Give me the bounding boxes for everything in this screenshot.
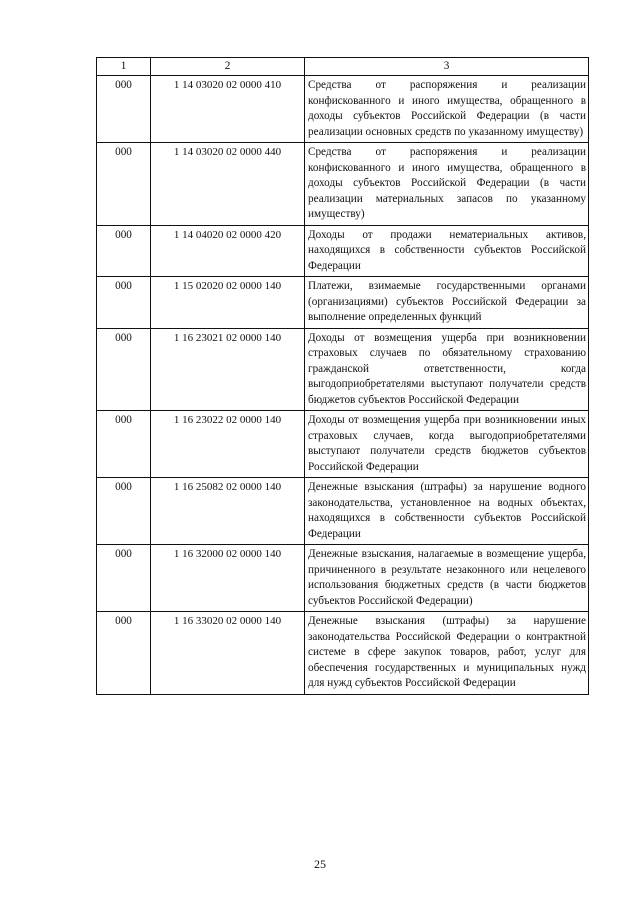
budget-classification-code-cell: 1 14 03020 02 0000 440 bbox=[151, 143, 305, 226]
budget-classification-code-cell: 1 14 03020 02 0000 410 bbox=[151, 76, 305, 143]
budget-classification-code-cell: 1 15 02020 02 0000 140 bbox=[151, 277, 305, 329]
column-header-2: 2 bbox=[151, 58, 305, 76]
table-row bbox=[97, 225, 589, 277]
budget-classification-code-cell: 1 16 32000 02 0000 140 bbox=[151, 545, 305, 612]
table-row bbox=[97, 277, 589, 329]
table-row bbox=[97, 143, 589, 226]
column-header-3: 3 bbox=[305, 58, 589, 76]
budget-classification-code-cell: 1 14 04020 02 0000 420 bbox=[151, 225, 305, 277]
revenue-description-cell: Денежные взыскания, налагаемые в возмещение ущерба, причиненного в результате незаконного или нецелевого использования бюджетных средств (в части бюджетов субъектов Российской Федерации) bbox=[305, 545, 589, 612]
table-row bbox=[97, 612, 589, 695]
revenue-description-cell: Доходы от возмещения ущерба при возникновении страховых случаев по обязательному страхованию гражданской ответственности, когда выгодоприобретателями выступают получатели средств бюджетов субъектов Российской Федерации bbox=[305, 328, 589, 411]
column-header-1: 1 bbox=[97, 58, 151, 76]
revenue-description-cell: Доходы от возмещения ущерба при возникновении иных страховых случаев, когда выгодоприобретателями выступают получатели средств бюджетов субъектов Российской Федерации bbox=[305, 411, 589, 478]
admin-code-cell: 000 bbox=[97, 545, 151, 612]
revenue-description-cell: Доходы от продажи нематериальных активов, находящихся в собственности субъектов Российской Федерации bbox=[305, 225, 589, 277]
budget-classification-code-cell: 1 16 25082 02 0000 140 bbox=[151, 478, 305, 545]
revenue-description-cell: Денежные взыскания (штрафы) за нарушение законодательства Российской Федерации о контрактной системе в сфере закупок товаров, работ, услуг для обеспечения государственных и муниципальных нужд для нужд субъектов Российской Федерации bbox=[305, 612, 589, 695]
admin-code-cell: 000 bbox=[97, 328, 151, 411]
table-row bbox=[97, 328, 589, 411]
table-row bbox=[97, 76, 589, 143]
revenue-description-cell: Средства от распоряжения и реализации конфискованного и иного имущества, обращенного в доходы субъектов Российской Федерации (в части реализации материальных запасов по указанному имуществу) bbox=[305, 143, 589, 226]
table-row bbox=[97, 478, 589, 545]
admin-code-cell: 000 bbox=[97, 143, 151, 226]
admin-code-cell: 000 bbox=[97, 411, 151, 478]
admin-code-cell: 000 bbox=[97, 612, 151, 695]
admin-code-cell: 000 bbox=[97, 76, 151, 143]
page-number: 25 bbox=[314, 857, 326, 871]
budget-classification-code-cell: 1 16 23022 02 0000 140 bbox=[151, 411, 305, 478]
revenue-codes-table bbox=[96, 57, 589, 695]
revenue-description-cell: Платежи, взимаемые государственными органами (организациями) субъектов Российской Федерации за выполнение определенных функций bbox=[305, 277, 589, 329]
table-header-row bbox=[97, 58, 589, 76]
admin-code-cell: 000 bbox=[97, 478, 151, 545]
table-row bbox=[97, 545, 589, 612]
admin-code-cell: 000 bbox=[97, 225, 151, 277]
revenue-description-cell: Денежные взыскания (штрафы) за нарушение водного законодательства, установленное на водных объектах, находящихся в собственности субъектов Российской Федерации bbox=[305, 478, 589, 545]
revenue-description-cell: Средства от распоряжения и реализации конфискованного и иного имущества, обращенного в доходы субъектов Российской Федерации (в части реализации основных средств по указанному имуществу) bbox=[305, 76, 589, 143]
admin-code-cell: 000 bbox=[97, 277, 151, 329]
budget-classification-code-cell: 1 16 23021 02 0000 140 bbox=[151, 328, 305, 411]
table-row bbox=[97, 411, 589, 478]
budget-classification-code-cell: 1 16 33020 02 0000 140 bbox=[151, 612, 305, 695]
